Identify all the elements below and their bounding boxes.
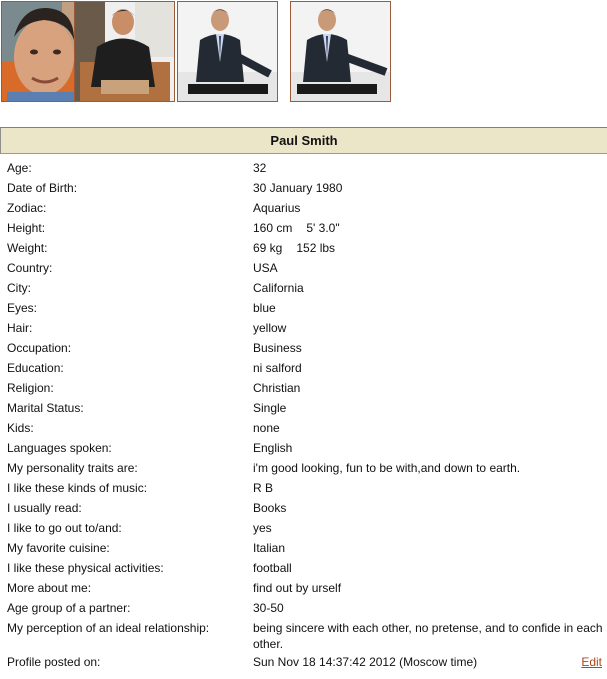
dob-value: 30 January 1980 [253,181,343,195]
profile-row-zodiac [0,198,607,218]
profile-row-music [0,478,607,498]
languages-value: English [253,441,293,455]
weight-label: Weight: [7,241,48,255]
occupation-label: Occupation: [7,341,72,355]
eyes-value: blue [253,301,276,315]
profile-row-kids [0,418,607,438]
profile-row-age [0,158,607,178]
music-label: I like these kinds of music: [7,481,148,495]
dob-label: Date of Birth: [7,181,78,195]
reading-value: Books [253,501,287,515]
height-label: Height: [7,221,46,235]
hair-label: Hair: [7,321,33,335]
age-value: 32 [253,161,267,175]
profile-details [0,154,607,672]
zodiac-value: Aquarius [253,201,301,215]
weight-kg: 69 kg [253,241,283,255]
photo-suit-image [178,2,277,101]
profile-row-about [0,578,607,598]
zodiac-label: Zodiac: [7,201,47,215]
height-ft: 5' 3.0" [306,221,340,235]
reading-label: I usually read: [7,501,82,515]
education-label: Education: [7,361,64,375]
weight-lbs: 152 lbs [296,241,336,255]
music-value: R B [253,481,274,495]
profile-row-dob [0,178,607,198]
profile-row-posted [0,652,607,672]
ideal-relationship-label: My perception of an ideal relationship: [7,621,210,635]
city-label: City: [7,281,31,295]
profile-row-cuisine [0,538,607,558]
partner-age-group-label: Age group of a partner: [7,601,131,615]
about-value: find out by urself [253,581,342,595]
profile-row-education [0,358,607,378]
activities-label: I like these physical activities: [7,561,164,575]
cuisine-label: My favorite cuisine: [7,541,110,555]
profile-row-occupation [0,338,607,358]
profile-row-city [0,278,607,298]
about-label: More about me: [7,581,92,595]
profile-row-country [0,258,607,278]
religion-label: Religion: [7,381,54,395]
profile-row-languages [0,438,607,458]
profile-row-religion [0,378,607,398]
weight-value [253,238,603,258]
city-value: California [253,281,304,295]
hair-value: yellow [253,321,287,335]
marital-status-value: Single [253,401,287,415]
profile-row-reading [0,498,607,518]
photo-thumbnail-4[interactable] [290,1,391,102]
photo-thumbnail-2[interactable] [74,1,175,102]
height-cm: 160 cm [253,221,293,235]
photo-suit-image [291,2,390,101]
profile-row-height [0,218,607,238]
photo-thumbnail-3[interactable] [177,1,278,102]
edit-link[interactable]: Edit [581,655,602,669]
posted-value: Sun Nov 18 14:37:42 2012 (Moscow time) [253,655,478,669]
ideal-relationship-value: being sincere with each other, no pretense, and to confide in each other. [253,621,603,651]
profile-row-ideal-relationship [0,618,607,652]
personality-traits-value: i'm good looking, fun to be with,and down to earth. [253,461,521,475]
posted-label: Profile posted on: [7,655,101,669]
height-value [253,218,603,238]
occupation-value: Business [253,341,302,355]
partner-age-group-value: 30-50 [253,601,284,615]
go-out-value: yes [253,521,272,535]
profile-panel [0,127,607,672]
cuisine-value: Italian [253,541,286,555]
profile-row-hair [0,318,607,338]
profile-row-partner-age-group [0,598,607,618]
photo-casual-image [75,2,174,101]
country-label: Country: [7,261,53,275]
profile-row-eyes [0,298,607,318]
age-label: Age: [7,161,32,175]
profile-name-heading: Paul Smith [0,128,607,154]
profile-row-go-out [0,518,607,538]
activities-value: football [253,561,292,575]
photo-strip [0,0,607,104]
go-out-label: I like to go out to/and: [7,521,122,535]
profile-row-personality-traits [0,458,607,478]
eyes-label: Eyes: [7,301,38,315]
personality-traits-label: My personality traits are: [7,461,138,475]
profile-row-weight [0,238,607,258]
education-value: ni salford [253,361,302,375]
languages-label: Languages spoken: [7,441,112,455]
kids-value: none [253,421,280,435]
profile-row-activities [0,558,607,578]
religion-value: Christian [253,381,301,395]
country-value: USA [253,261,278,275]
kids-label: Kids: [7,421,34,435]
profile-row-marital-status [0,398,607,418]
marital-status-label: Marital Status: [7,401,84,415]
